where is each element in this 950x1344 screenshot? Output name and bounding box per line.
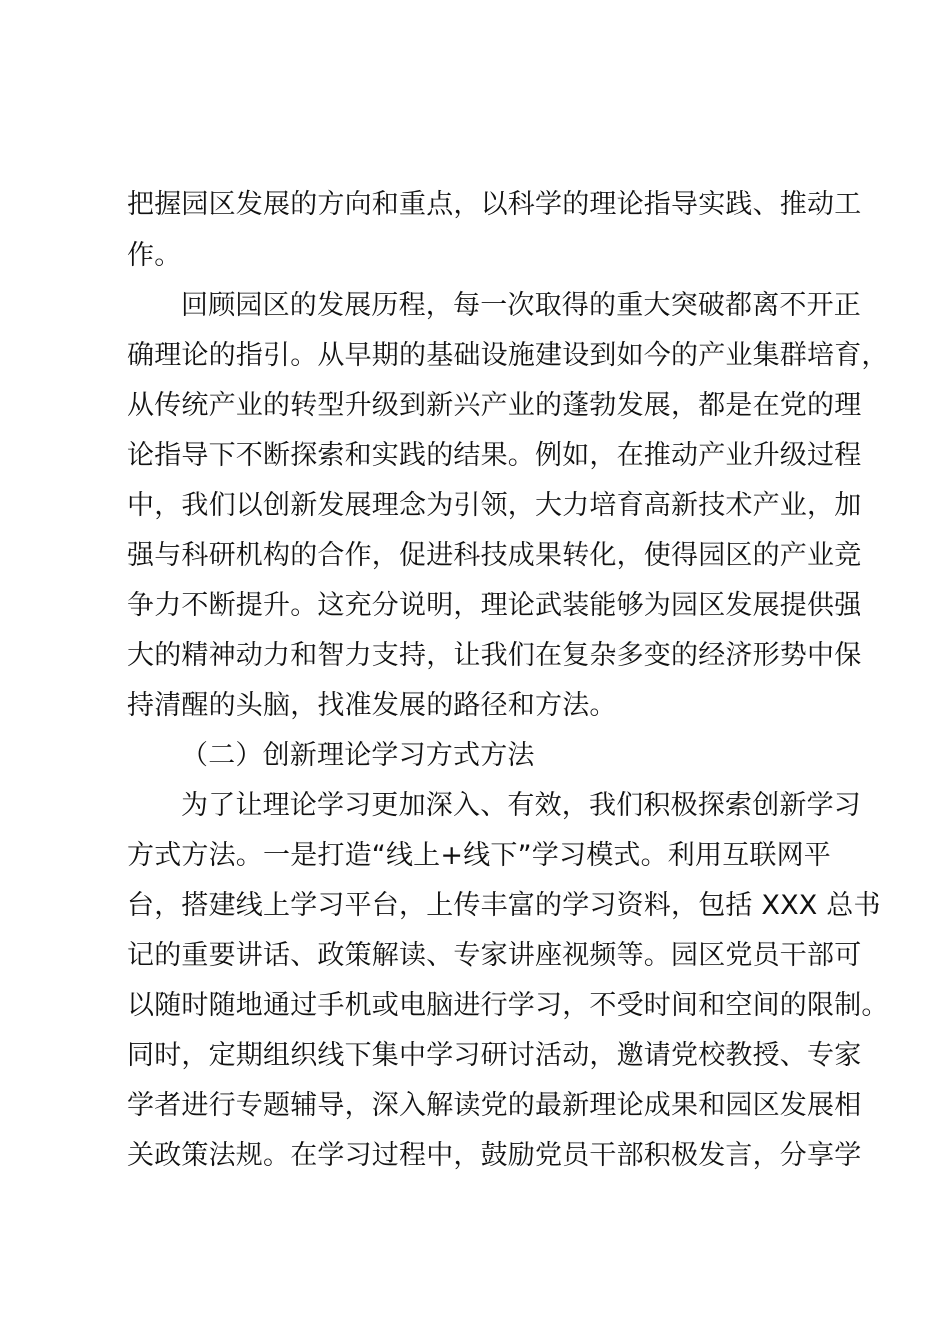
text-line: 台，搭建线上学习平台，上传丰富的学习资料，包括 XXX 总书 [127,890,881,921]
section-heading: （二）创新理论学习方式方法 [181,740,535,771]
text-line: 作。 [127,240,182,271]
paragraph-start-line: 回顾园区的发展历程，每一次取得的重大突破都离不开正 [181,290,861,321]
text-line: 同时，定期组织线下集中学习研讨活动，邀请党校教授、专家 [127,1040,862,1071]
text-line: 方式方法。一是打造“线上+线下”学习模式。利用互联网平 [127,840,831,871]
text-line: 记的重要讲话、政策解读、专家讲座视频等。园区党员干部可 [127,940,862,971]
text-line: 把握园区发展的方向和重点，以科学的理论指导实践、推动工 [127,189,862,220]
text-line: 争力不断提升。这充分说明，理论武装能够为园区发展提供强 [127,590,862,621]
text-line: 确理论的指引。从早期的基础设施建设到如今的产业集群培育， [127,340,889,371]
text-line: 关政策法规。在学习过程中，鼓励党员干部积极发言，分享学 [127,1140,862,1171]
text-line: 论指导下不断探索和实践的结果。例如，在推动产业升级过程 [127,440,862,471]
text-line: 大的精神动力和智力支持，让我们在复杂多变的经济形势中保 [127,640,862,671]
text-line: 从传统产业的转型升级到新兴产业的蓬勃发展，都是在党的理 [127,390,862,421]
text-line: 中，我们以创新发展理念为引领，大力培育高新技术产业，加 [127,490,862,521]
text-line: 强与科研机构的合作，促进科技成果转化，使得园区的产业竞 [127,540,862,571]
text-line: 以随时随地通过手机或电脑进行学习，不受时间和空间的限制。 [127,990,889,1021]
text-line: 持清醒的头脑，找准发展的路径和方法。 [127,690,617,721]
paragraph-start-line: 为了让理论学习更加深入、有效，我们积极探索创新学习 [181,790,861,821]
text-line: 学者进行专题辅导，深入解读党的最新理论成果和园区发展相 [127,1090,862,1121]
